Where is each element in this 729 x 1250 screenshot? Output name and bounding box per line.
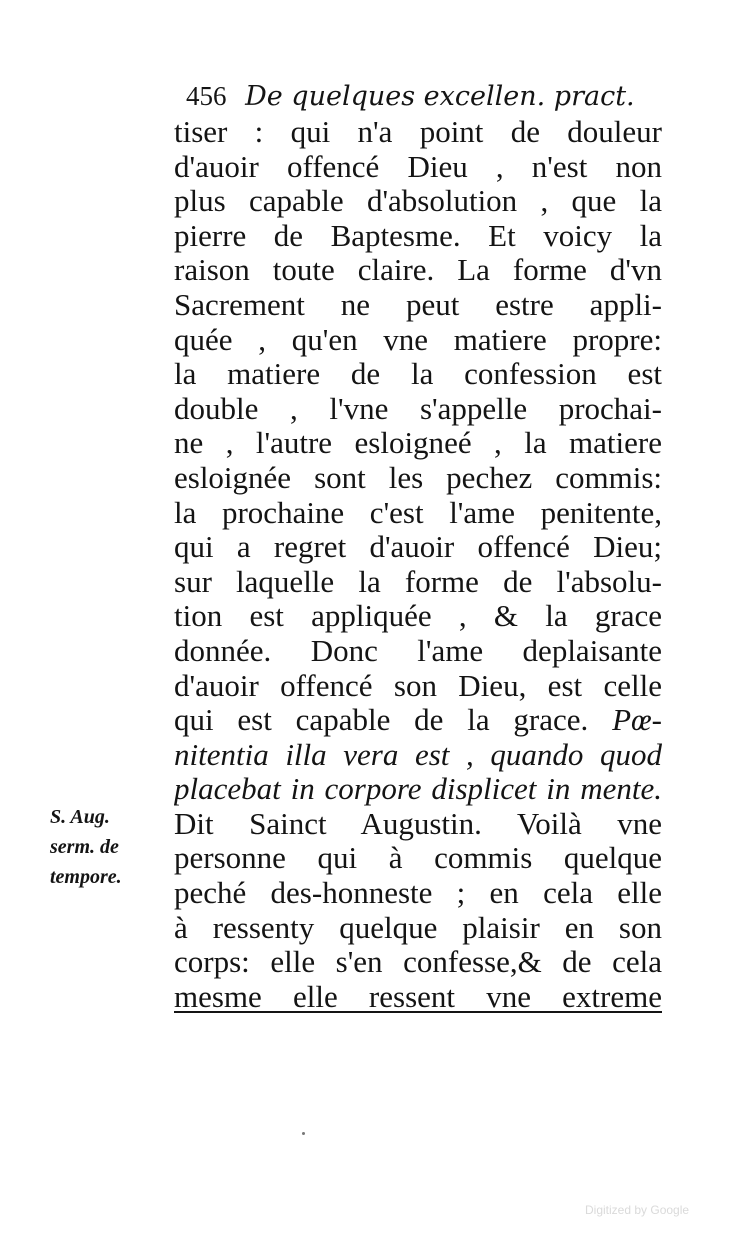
text-line: raison toute claire. La forme d'vn (174, 253, 662, 288)
text-line: plus capable d'absolution , que la (174, 184, 662, 219)
text-line: corps: elle s'en confesse,& de cela (174, 945, 662, 980)
margin-note-citation (50, 802, 160, 892)
text-line: la prochaine c'est l'ame penitente, (174, 495, 662, 530)
page-header (186, 76, 666, 116)
watermark: Digitized by Google (585, 1203, 690, 1217)
text-line: Dit Sainct Augustin. Voilà vne (174, 806, 662, 841)
text-line: sur laquelle la forme de l'absolu- (174, 564, 662, 599)
text-line: Sacrement ne peut estre appli- (174, 287, 662, 322)
text-line: personne qui à commis quelque (174, 841, 662, 876)
text-line: pierre de Baptesme. Et voicy la (174, 218, 662, 253)
text-line: d'auoir offencé son Dieu, est celle (174, 668, 662, 703)
text-line: d'auoir offencé Dieu , n'est non (174, 149, 662, 184)
margin-note-line: serm. de (50, 836, 119, 858)
text-line: tion est appliquée , & la grace (174, 599, 662, 634)
text-line: donnée. Donc l'ame deplaisante (174, 633, 662, 668)
text-line: esloignée sont les pechez commis: (174, 460, 662, 495)
text-line: qui est capable de la grace. Pœ- (174, 703, 662, 738)
text-line: mesme elle ressent vne extreme (174, 979, 662, 1014)
text-line: tiser : qui n'a point de douleur (174, 115, 662, 149)
body-text (174, 115, 662, 1014)
margin-note-line: tempore. (50, 866, 122, 888)
text-line: à ressenty quelque plaisir en son (174, 910, 662, 945)
text-line: ne , l'autre esloigneé , la matiere (174, 426, 662, 461)
page-number: 456 (186, 81, 227, 111)
text-line: placebat in corpore displicet in mente. (174, 772, 662, 807)
margin-note-line: S. Aug. (50, 806, 110, 828)
ink-speck (302, 1132, 305, 1135)
text-line: peché des-honneste ; en cela elle (174, 876, 662, 911)
text-line: nitentia illa vera est , quando quod (174, 737, 662, 772)
text-line: quée , qu'en vne matiere propre: (174, 322, 662, 357)
text-line: qui a regret d'auoir offencé Dieu; (174, 530, 662, 565)
text-line: la matiere de la confession est (174, 357, 662, 392)
running-title: De quelques excellen. pract. (245, 81, 635, 112)
text-line: double , l'vne s'appelle prochai- (174, 391, 662, 426)
